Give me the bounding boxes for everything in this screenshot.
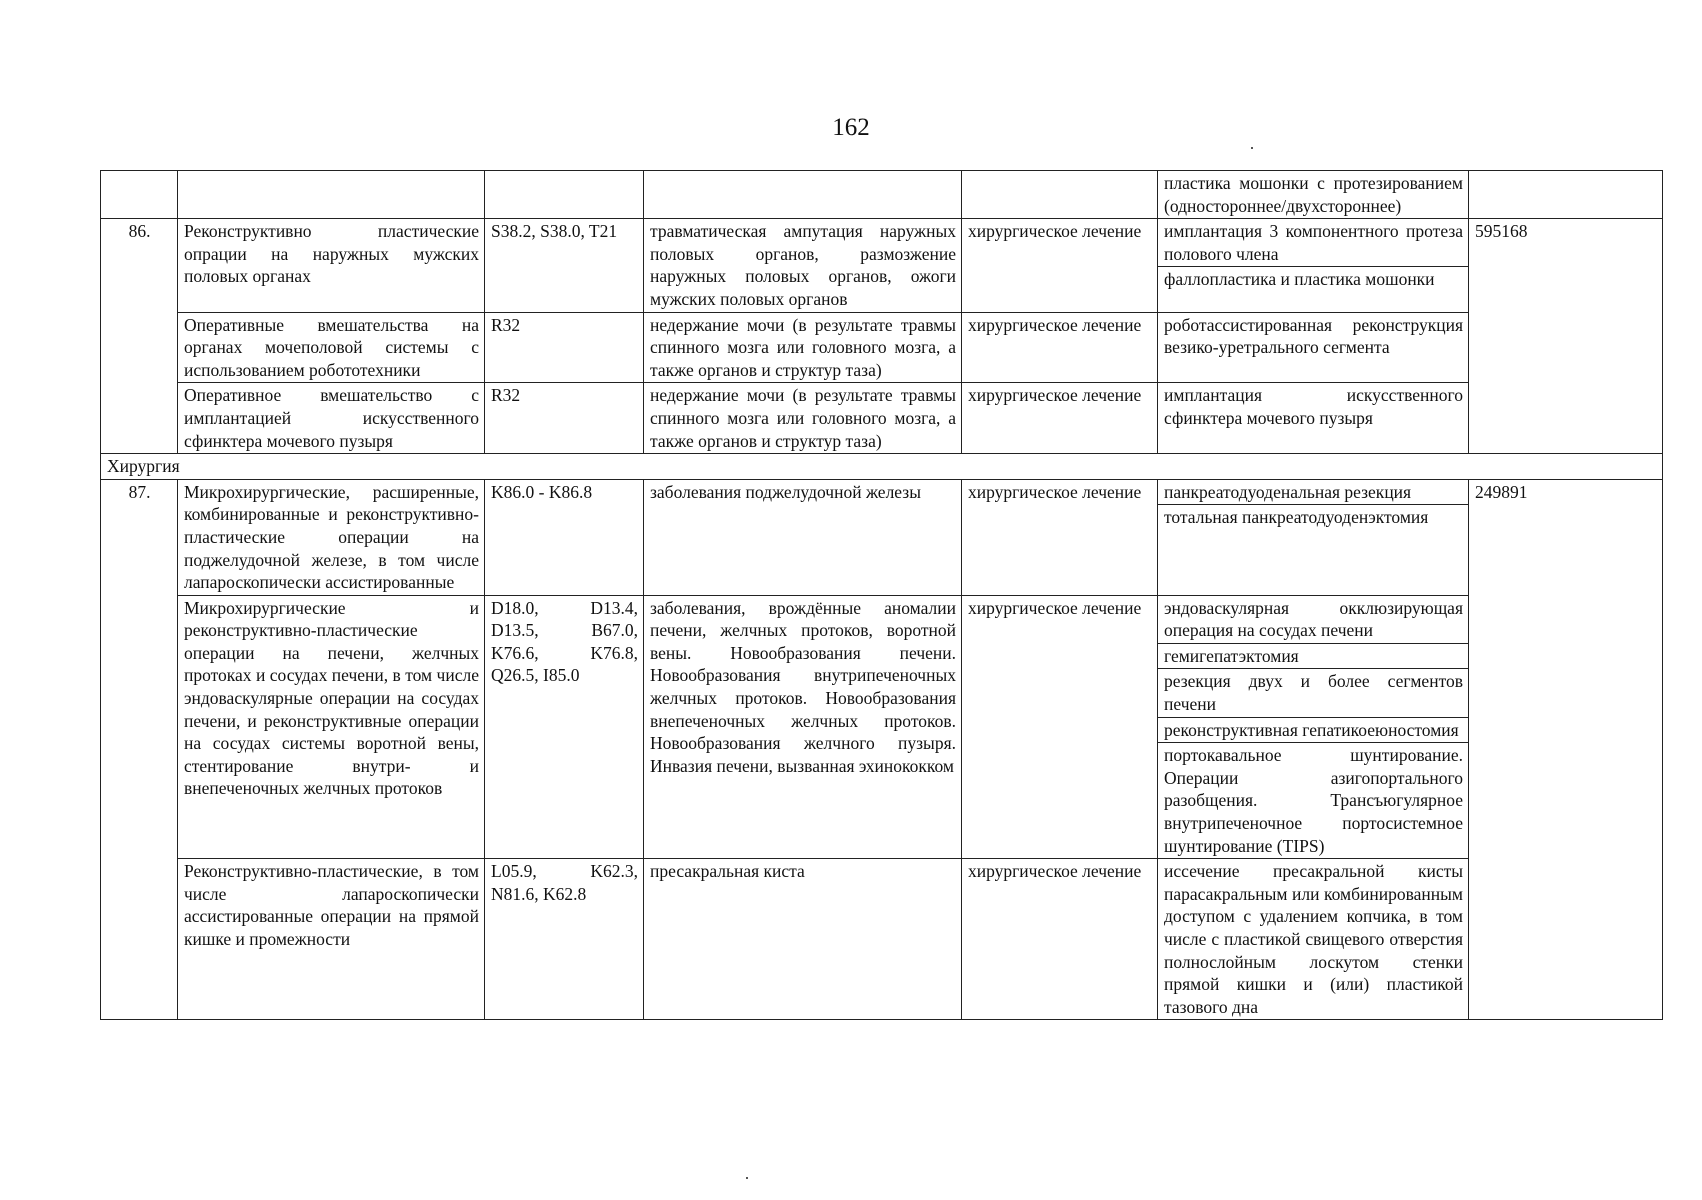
icd-code: K62.3,: [590, 861, 638, 882]
procedure-item: эндоваскулярная окклюзирующая операция на сосудах печени: [1158, 596, 1468, 644]
procedure-item: реконструктивная гепатикоеюностомия: [1158, 718, 1468, 744]
section-title: Хирургия: [101, 454, 1663, 480]
icd-code: D18.0,: [491, 597, 539, 618]
procedure-item: фаллопластика и пластика мошонки: [1164, 269, 1435, 290]
procedure-item: гемигепатэктомия: [1158, 644, 1468, 670]
code-line: [491, 883, 638, 906]
method-name-cell: [178, 171, 485, 219]
treatment-type-cell: [962, 171, 1158, 219]
procedure-item: портокавальное шунтирование. Операции азигопортального разобщения. Трансъюгулярное внутрипеченочное портосистемное шунтирование (TIPS): [1164, 745, 1463, 856]
procedure-cell: [1158, 171, 1469, 219]
scan-speck: [746, 1177, 748, 1179]
icd-code: K76.8,: [590, 642, 638, 663]
treatment-type: хирургическое лечение: [962, 479, 1158, 595]
table-row: [101, 219, 1663, 312]
procedure-item: панкреатодуоденальная резекция: [1158, 480, 1468, 506]
table-row: [101, 859, 1663, 1020]
code-line: [491, 860, 638, 883]
procedure-cell: [1158, 479, 1469, 595]
procedure-item: резекция двух и более сегментов печени: [1158, 669, 1468, 717]
code-line: [491, 597, 638, 620]
icd-codes-cell: [485, 171, 644, 219]
diagnosis: пресакральная киста: [644, 859, 962, 1020]
norm-cell: [1469, 171, 1663, 219]
diagnosis: заболевания поджелудочной железы: [644, 479, 962, 595]
icd-codes: R32: [485, 383, 644, 454]
table-row: [101, 312, 1663, 383]
method-name: Оперативное вмешательство с имплантацией искусственного сфинктера мочевого пузыря: [178, 383, 485, 454]
method-name: Микрохирургические и реконструктивно-пластические операции на печени, желчных протоках и сосудах печени, в том числе эндоваскулярные операции на сосудах печени, и реконструктивные операции на сосудах системы воротной вены, стентирование внутри- и внепеченочных желчных протоков: [178, 595, 485, 859]
procedure-item: роботассистированная реконструкция везико-уретрального сегмента: [1164, 314, 1463, 358]
diagnosis: заболевания, врождённые аномалии печени, желчных протоков, воротной вены. Новообразования печени. Новообразования внутрипеченочных желчных протоков. Новообразования внепеченочных желчных протоков. Новообразования желчного пузыря. Инвазия печени, вызванная эхинококком: [644, 595, 962, 859]
icd-code: Q26.5, I85.0: [491, 665, 580, 686]
icd-code: D13.4,: [590, 597, 638, 618]
icd-codes: S38.2, S38.0, T21: [485, 219, 644, 312]
section-row: [101, 454, 1663, 480]
code-line: [491, 642, 638, 665]
number-cell: [101, 171, 178, 219]
diagnosis: травматическая ампутация наружных половых органов, размозжение наружных половых органов, ожоги мужских половых органов: [644, 219, 962, 312]
diagnosis: недержание мочи (в результате травмы спинного мозга или головного мозга, а также органов и структур таза): [644, 312, 962, 383]
row-number: 86.: [101, 219, 178, 454]
procedure-item: имплантация 3 компонентного протеза полового члена: [1158, 219, 1468, 267]
method-name: Оперативные вмешательства на органах мочеполовой системы с использованием робототехники: [178, 312, 485, 383]
treatment-type: хирургическое лечение: [962, 859, 1158, 1020]
procedure-item: пластика мошонки с протезированием (одностороннее/двухстороннее): [1164, 173, 1463, 216]
icd-code: N81.6, K62.8: [491, 883, 587, 904]
procedure-cell: [1158, 595, 1469, 859]
procedure-item: тотальная панкреатодуоденэктомия: [1164, 507, 1429, 528]
services-table: [100, 170, 1663, 1020]
icd-code: B67.0,: [591, 620, 638, 641]
treatment-type: хирургическое лечение: [962, 312, 1158, 383]
method-name: Реконструктивно-пластические, в том числе лапароскопически ассистированные операции на прямой кишке и промежности: [178, 859, 485, 1020]
method-name: Микрохирургические, расширенные, комбинированные и реконструктивно-пластические операции на поджелудочной железе, в том числе лапароскопически ассистированные: [178, 479, 485, 595]
norm-value: 249891: [1469, 479, 1663, 1020]
icd-codes: R32: [485, 312, 644, 383]
code-line: [491, 664, 638, 687]
procedure-cell: [1158, 383, 1469, 454]
icd-codes: K86.0 - K86.8: [485, 479, 644, 595]
icd-code: K76.6,: [491, 642, 539, 663]
diagnosis: недержание мочи (в результате травмы спинного мозга или головного мозга, а также органов и структур таза): [644, 383, 962, 454]
treatment-type: хирургическое лечение: [962, 219, 1158, 312]
table-row: [101, 595, 1663, 859]
icd-codes: [485, 859, 644, 1020]
procedure-cell: [1158, 219, 1469, 312]
procedure-cell: [1158, 859, 1469, 1020]
page-number: 162: [832, 114, 870, 141]
treatment-type: хирургическое лечение: [962, 595, 1158, 859]
row-number: 87.: [101, 479, 178, 1020]
table-row: [101, 479, 1663, 595]
icd-codes: [485, 595, 644, 859]
procedure-cell: [1158, 312, 1469, 383]
table-row: [101, 171, 1663, 219]
norm-value: 595168: [1469, 219, 1663, 454]
icd-code: D13.5,: [491, 620, 539, 641]
method-name: Реконструктивно пластические опрации на наружных мужских половых органах: [178, 219, 485, 312]
scan-speck: [1251, 147, 1253, 149]
procedure-item: имплантация искусственного сфинктера мочевого пузыря: [1164, 385, 1463, 428]
procedure-item: иссечение пресакральной кисты парасакральным или комбинированным доступом с удалением копчика, в том числе с пластикой свищевого отверстия полнослойным лоскутом стенки прямой кишки и (или) пластикой тазового дна: [1164, 861, 1463, 1017]
icd-code: L05.9,: [491, 861, 537, 882]
code-line: [491, 619, 638, 642]
treatment-type: хирургическое лечение: [962, 383, 1158, 454]
diagnosis-cell: [644, 171, 962, 219]
table-row: [101, 383, 1663, 454]
